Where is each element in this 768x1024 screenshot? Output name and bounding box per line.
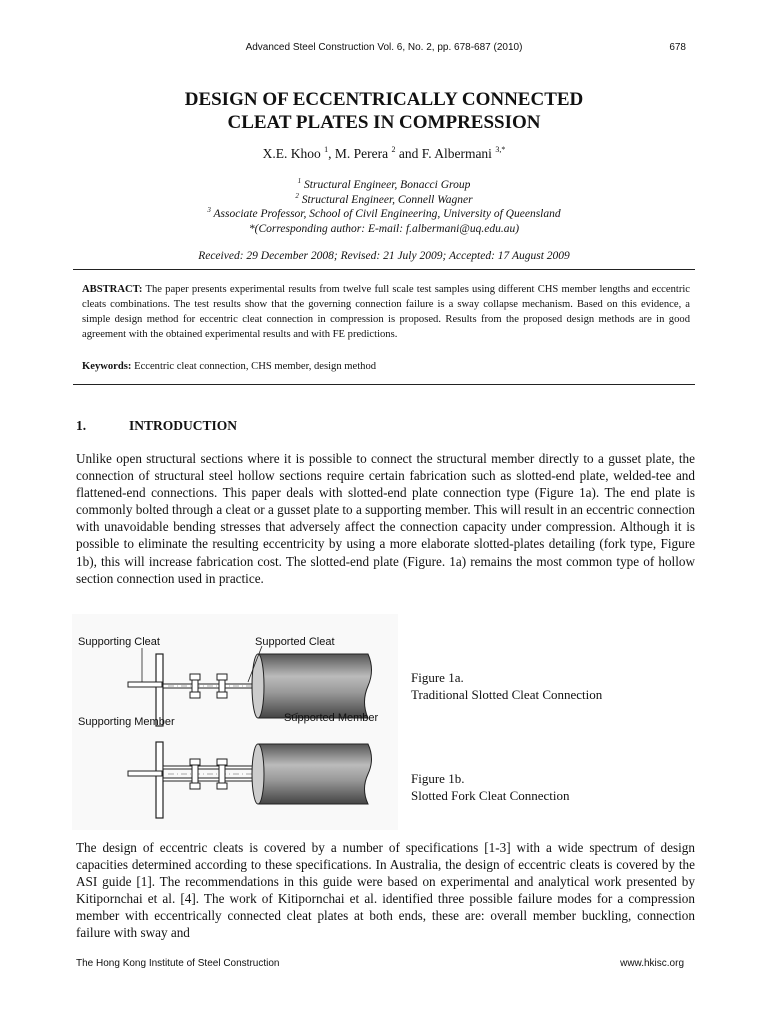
intro-paragraph-1: Unlike open structural sections where it is possible to connect the structural member directly to a gusset plate, the connection of structural steel hollow sections require certain fabrication such as slotted-end plate, welded-tee and flattened-end connections. This paper deals with slotted-end plate connection type (Figure 1a). The end plate is commonly bolted through a cleat or a gusset plate to a supporting member. This will result in an eccentric connection with unavoidable bending stresses that adversely affect the connection capacity under compression. Although it is possible to eliminate the resulting eccentricity by using a more elaborate slotted-plates detailing (fork type, Figure 1b), this will increase fabrication cost. The slotted-end plate (Figure. 1a) remains the most common type of hollow section connection used in practice. <box>76 451 695 586</box>
footer-website[interactable]: www.hkisc.org <box>620 958 684 969</box>
abstract-top-rule <box>73 269 695 270</box>
bolt-b2 <box>217 759 227 789</box>
caption-1a-title: Figure 1a. <box>411 670 464 685</box>
abstract-text: The paper presents experimental results from twelve full scale test samples using different CHS member lengths and eccentric cleats combinations. The test results show that the governing connection failure is a sway collapse mechanism. Based on this evidence, a simple design method for eccentric cleat connection in compression is proposed. Results from the proposed design methods are in good agreement with the obtained experimental results and with FE predictions. <box>82 284 690 340</box>
affiliation-2 <box>0 193 768 208</box>
author-3-affil: 3,* <box>495 145 506 154</box>
section-number: 1. <box>76 418 87 433</box>
affiliation-3 <box>0 207 768 222</box>
title-line-1: DESIGN OF ECCENTRICALLY CONNECTED <box>184 89 584 110</box>
keywords-text: Eccentric cleat connection, CHS member, design method <box>134 361 377 372</box>
affiliation-3-text: Associate Professor, School of Civil Engineering, University of Queensland <box>213 208 561 220</box>
tube-end-a <box>252 654 264 718</box>
label-supporting-cleat: Supporting Cleat <box>78 636 160 648</box>
affiliation-2-sup: 2 <box>295 191 299 200</box>
affiliation-1-sup: 1 <box>297 177 302 185</box>
author-list <box>0 146 768 162</box>
caption-figure-1b <box>411 770 570 804</box>
caption-1b-text: Slotted Fork Cleat Connection <box>411 788 570 803</box>
supporting-cleat <box>128 682 162 687</box>
page-number: 678 <box>669 42 686 53</box>
paper-title <box>0 88 768 134</box>
affiliation-1 <box>0 178 768 193</box>
title-line-2: CLEAT PLATES IN COMPRESSION <box>227 112 541 133</box>
abstract-bottom-rule <box>73 384 695 385</box>
supporting-cleat-b <box>128 771 162 776</box>
fork-plate-upper <box>163 766 263 769</box>
keywords-label: Keywords: <box>82 361 132 372</box>
figure-1b-drawing <box>128 742 372 818</box>
affiliation-2-text: Structural Engineer, Connell Wagner <box>301 193 473 206</box>
author-2-affil: 2 <box>391 145 396 154</box>
intro-paragraph-2: The design of eccentric cleats is covered by a number of specifications [1-3] with a wide spectrum of design capacities determined according to these specifications. In Australia, the design of eccentric cleats is covered by the ASI guide [1]. The recommendations in this guide were based on experimental and analytical work presented by Kitipornchai et al. [4]. The work of Kitipornchai et al. identified three possible failure modes for a compression member with eccentrically connected cleat plates at both ends, these are: overall member buckling, connection failure with sway and <box>76 840 695 941</box>
caption-1a-text: Traditional Slotted Cleat Connection <box>411 687 603 702</box>
author-1: X.E. Khoo <box>262 146 321 161</box>
label-supported-member: Supported Member <box>284 712 379 724</box>
supporting-member-plate-b <box>156 742 163 818</box>
author-2: M. Perera <box>334 146 389 161</box>
fork-plate-lower <box>163 778 263 781</box>
abstract <box>82 282 690 342</box>
supported-member-tube <box>258 654 372 718</box>
keywords <box>82 361 690 372</box>
author-1-affil: 1 <box>324 145 329 154</box>
received-dates: Received: 29 December 2008; Revised: 21 July 2009; Accepted: 17 August 2009 <box>198 250 570 262</box>
journal-citation: Advanced Steel Construction Vol. 6, No. 2, pp. 678-687 (2010) <box>245 42 523 53</box>
caption-1b-title: Figure 1b. <box>411 771 465 786</box>
tube-end-b <box>252 744 264 804</box>
label-supported-cleat: Supported Cleat <box>255 636 335 648</box>
affiliation-1-text: Structural Engineer, Bonacci Group <box>304 179 471 191</box>
bolt-a1 <box>190 674 200 698</box>
section-title: INTRODUCTION <box>129 418 238 433</box>
abstract-label: ABSTRACT: <box>82 284 143 295</box>
corresponding-author: *(Corresponding author: E-mail: f.albermani@uq.edu.au) <box>248 222 520 235</box>
affiliations <box>0 178 768 236</box>
footer-institute: The Hong Kong Institute of Steel Construction <box>76 958 280 969</box>
supported-member-tube-b <box>258 744 372 804</box>
bolt-b1 <box>190 759 200 789</box>
figure-1 <box>72 614 398 830</box>
caption-figure-1a <box>411 669 602 703</box>
section-heading <box>76 418 237 434</box>
affiliation-3-sup: 3 <box>207 206 211 214</box>
author-3: and F. Albermani <box>398 146 492 161</box>
author-separator: , <box>328 146 335 161</box>
bolt-a2 <box>217 674 227 698</box>
label-supporting-member: Supporting Member <box>78 716 175 728</box>
